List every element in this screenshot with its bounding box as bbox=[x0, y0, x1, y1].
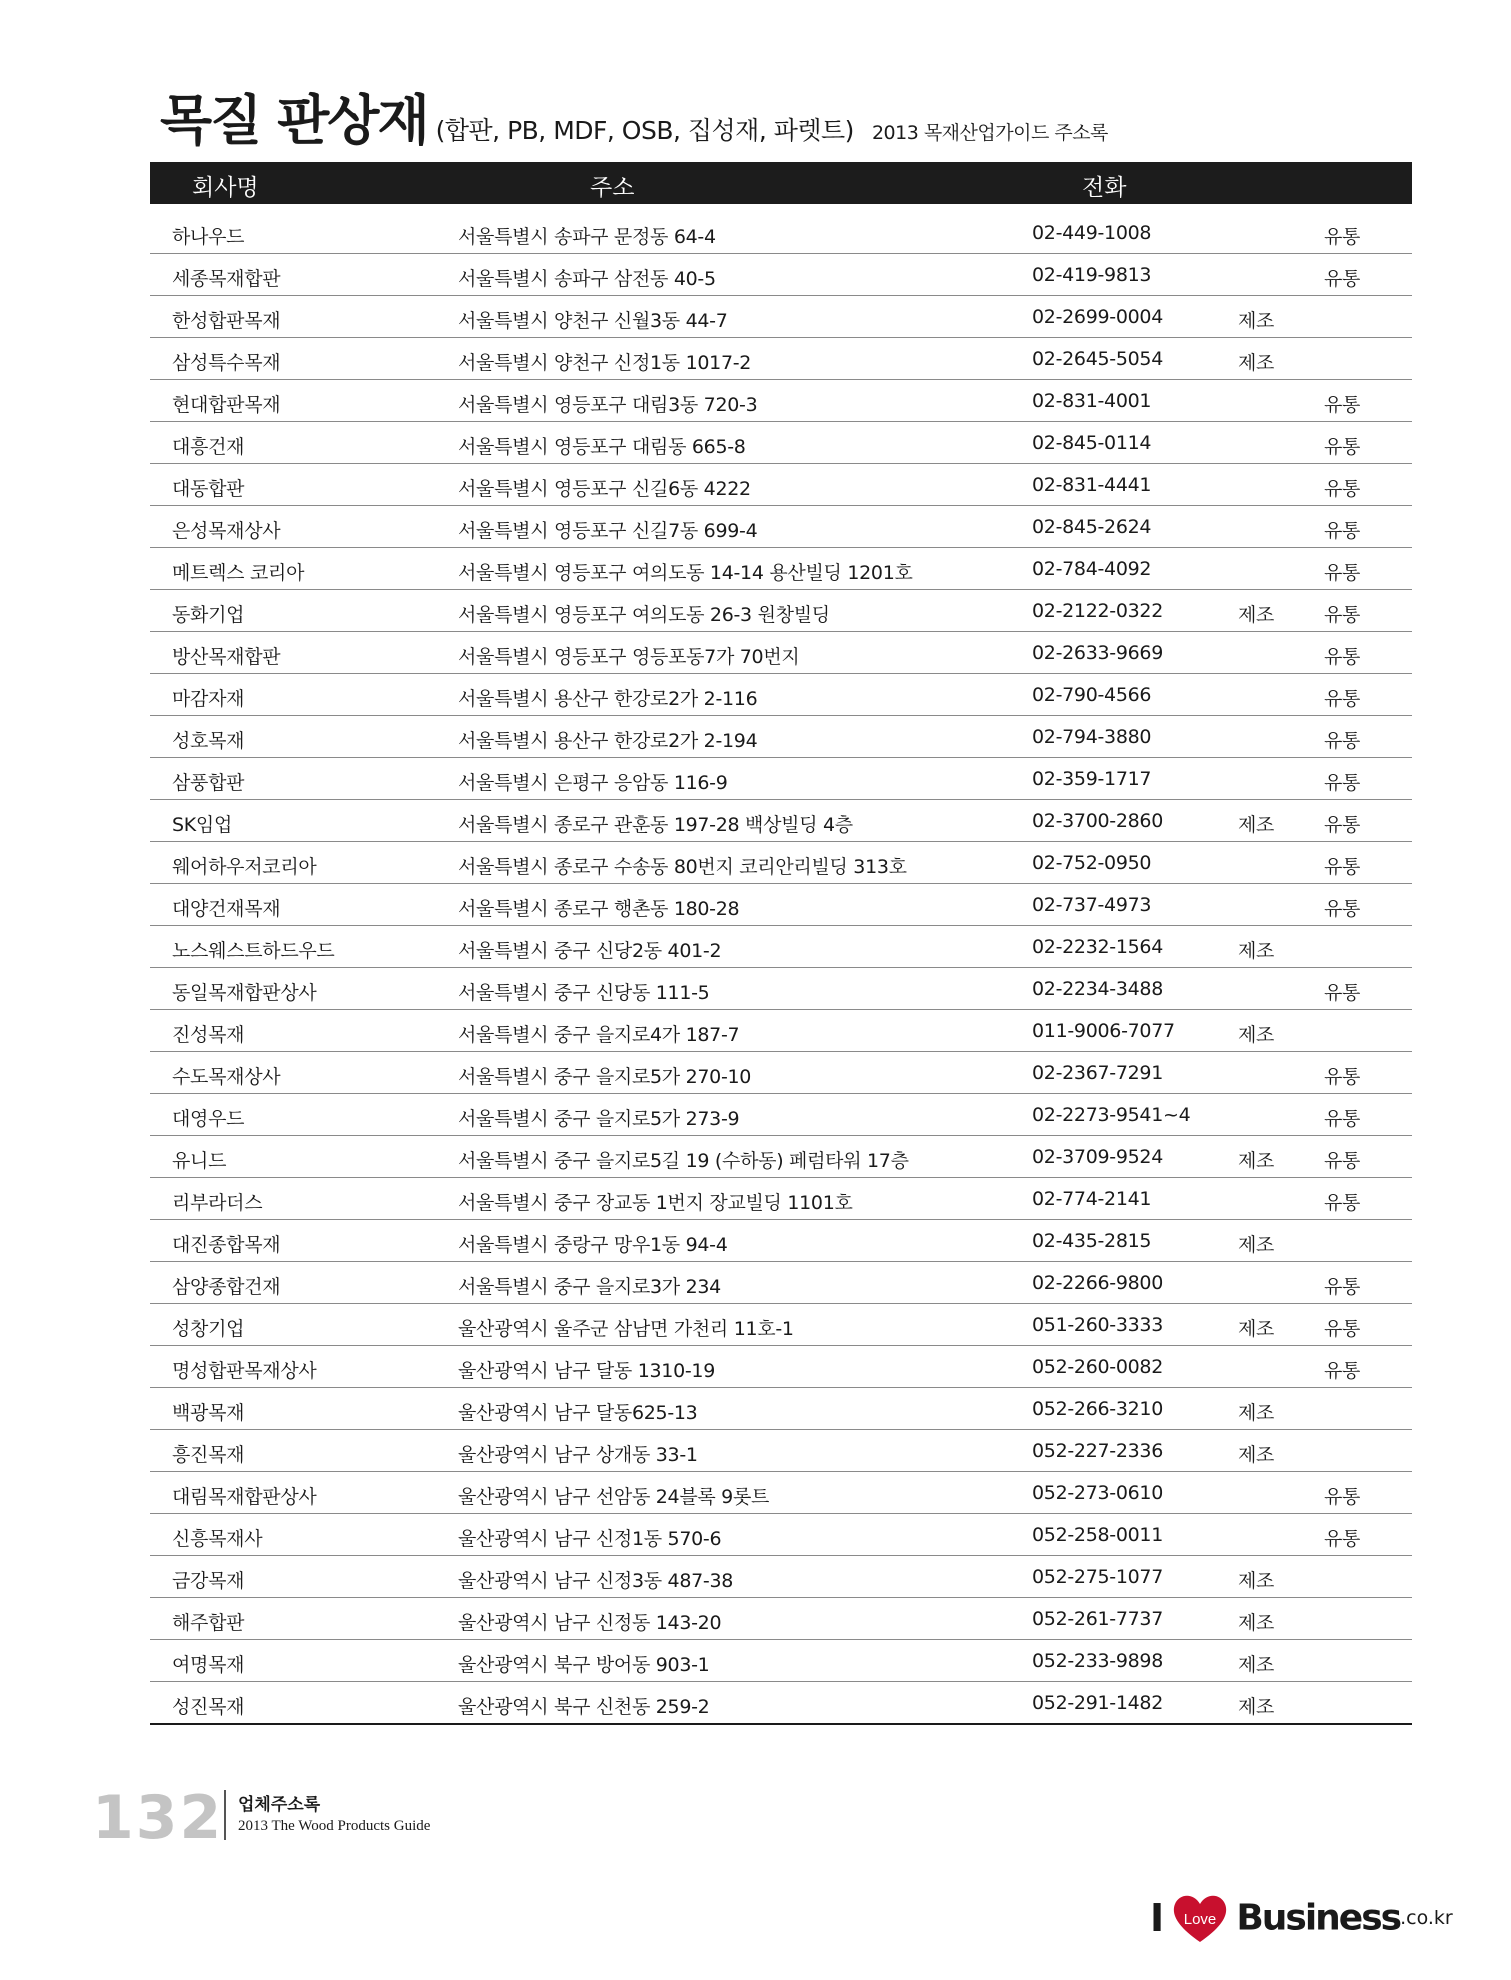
company-phone: 052-266-3210 bbox=[1032, 1398, 1163, 1420]
company-address: 서울특별시 은평구 응암동 116-9 bbox=[458, 772, 728, 794]
table-row bbox=[150, 1094, 1412, 1136]
guide-label: 2013 목재산업가이드 주소록 bbox=[871, 122, 1108, 144]
footer-section-title: 업체주소록 bbox=[238, 1795, 321, 1815]
company-phone: 02-845-2624 bbox=[1032, 516, 1152, 538]
company-address: 서울특별시 중구 을지로5길 19 (수하동) 페럼타워 17층 bbox=[458, 1150, 909, 1172]
company-name: 리부라더스 bbox=[172, 1192, 263, 1214]
manufacturing-tag: 제조 bbox=[1238, 814, 1275, 836]
company-phone: 02-3709-9524 bbox=[1032, 1146, 1163, 1168]
company-address: 서울특별시 용산구 한강로2가 2-116 bbox=[458, 688, 758, 710]
company-phone: 02-831-4001 bbox=[1032, 390, 1152, 412]
distribution-tag: 유통 bbox=[1324, 646, 1361, 668]
company-phone: 051-260-3333 bbox=[1032, 1314, 1163, 1336]
company-name: 해주합판 bbox=[172, 1612, 245, 1634]
distribution-tag: 유통 bbox=[1324, 898, 1361, 920]
distribution-tag: 유통 bbox=[1324, 1360, 1361, 1382]
company-phone: 02-3700-2860 bbox=[1032, 810, 1163, 832]
distribution-tag: 유통 bbox=[1324, 562, 1361, 584]
company-name: 명성합판목재상사 bbox=[172, 1360, 317, 1382]
company-address: 서울특별시 중구 을지로5가 273-9 bbox=[458, 1108, 740, 1130]
brand-logo-business: Business bbox=[1236, 1897, 1401, 1939]
company-phone: 02-2367-7291 bbox=[1032, 1062, 1163, 1084]
manufacturing-tag: 제조 bbox=[1238, 1024, 1275, 1046]
company-name: 동화기업 bbox=[172, 604, 245, 626]
distribution-tag: 유통 bbox=[1324, 1192, 1361, 1214]
company-table bbox=[150, 212, 1412, 1725]
distribution-tag: 유통 bbox=[1324, 814, 1361, 836]
distribution-tag: 유통 bbox=[1324, 1108, 1361, 1130]
company-name: 금강목재 bbox=[172, 1570, 245, 1592]
table-row bbox=[150, 716, 1412, 758]
company-phone: 052-275-1077 bbox=[1032, 1566, 1163, 1588]
table-row bbox=[150, 254, 1412, 296]
company-name: 성창기업 bbox=[172, 1318, 245, 1340]
company-name: 성진목재 bbox=[172, 1696, 245, 1718]
company-phone: 052-258-0011 bbox=[1032, 1524, 1163, 1546]
company-name: 삼양종합건재 bbox=[172, 1276, 281, 1298]
company-name: SK임업 bbox=[172, 814, 233, 836]
company-phone: 052-233-9898 bbox=[1032, 1650, 1163, 1672]
company-name: 백광목재 bbox=[172, 1402, 245, 1424]
manufacturing-tag: 제조 bbox=[1238, 1150, 1275, 1172]
distribution-tag: 유통 bbox=[1324, 982, 1361, 1004]
table-row bbox=[150, 1136, 1412, 1178]
company-address: 울산광역시 남구 선암동 24블록 9롯트 bbox=[458, 1486, 770, 1508]
distribution-tag: 유통 bbox=[1324, 730, 1361, 752]
company-address: 서울특별시 종로구 수송동 80번지 코리안리빌딩 313호 bbox=[458, 856, 907, 878]
heart-love-text: Love bbox=[1183, 1911, 1217, 1928]
distribution-tag: 유통 bbox=[1324, 604, 1361, 626]
company-name: 삼풍합판 bbox=[172, 772, 245, 794]
company-name: 흥진목재 bbox=[172, 1444, 245, 1466]
company-phone: 052-260-0082 bbox=[1032, 1356, 1163, 1378]
company-phone: 052-261-7737 bbox=[1032, 1608, 1163, 1630]
company-address: 서울특별시 송파구 문정동 64-4 bbox=[458, 226, 716, 248]
company-name: 메트렉스 코리아 bbox=[172, 562, 305, 584]
company-phone: 052-273-0610 bbox=[1032, 1482, 1163, 1504]
company-name: 방산목재합판 bbox=[172, 646, 281, 668]
distribution-tag: 유통 bbox=[1324, 1276, 1361, 1298]
company-phone: 02-359-1717 bbox=[1032, 768, 1152, 790]
distribution-tag: 유통 bbox=[1324, 1318, 1361, 1340]
distribution-tag: 유통 bbox=[1324, 1528, 1361, 1550]
company-name: 대진종합목재 bbox=[172, 1234, 281, 1256]
company-name: 한성합판목재 bbox=[172, 310, 281, 332]
table-row bbox=[150, 674, 1412, 716]
company-phone: 02-2273-9541~4 bbox=[1032, 1104, 1191, 1126]
table-row bbox=[150, 1220, 1412, 1262]
company-address: 울산광역시 남구 신정3동 487-38 bbox=[458, 1570, 734, 1592]
company-address: 서울특별시 중구 을지로4가 187-7 bbox=[458, 1024, 740, 1046]
company-address: 서울특별시 영등포구 신길7동 699-4 bbox=[458, 520, 758, 542]
company-address: 서울특별시 영등포구 신길6동 4222 bbox=[458, 478, 751, 500]
company-name: 대양건재목재 bbox=[172, 898, 281, 920]
table-row bbox=[150, 548, 1412, 590]
column-header-address: 주소 bbox=[590, 175, 635, 201]
brand-logo bbox=[1150, 1892, 1453, 1952]
manufacturing-tag: 제조 bbox=[1238, 604, 1275, 626]
distribution-tag: 유통 bbox=[1324, 268, 1361, 290]
distribution-tag: 유통 bbox=[1324, 856, 1361, 878]
table-row bbox=[150, 1514, 1412, 1556]
company-address: 서울특별시 중구 신당2동 401-2 bbox=[458, 940, 722, 962]
distribution-tag: 유통 bbox=[1324, 394, 1361, 416]
footer-guide-title: 2013 The Wood Products Guide bbox=[238, 1818, 431, 1834]
company-name: 대동합판 bbox=[172, 478, 245, 500]
manufacturing-tag: 제조 bbox=[1238, 1570, 1275, 1592]
table-row bbox=[150, 1346, 1412, 1388]
page-header bbox=[160, 78, 1108, 158]
table-row bbox=[150, 1262, 1412, 1304]
company-address: 울산광역시 남구 신정1동 570-6 bbox=[458, 1528, 722, 1550]
table-row bbox=[150, 968, 1412, 1010]
table-row bbox=[150, 1598, 1412, 1640]
table-row bbox=[150, 1388, 1412, 1430]
company-name: 성호목재 bbox=[172, 730, 245, 752]
company-name: 현대합판목재 bbox=[172, 394, 281, 416]
table-row bbox=[150, 1178, 1412, 1220]
distribution-tag: 유통 bbox=[1324, 436, 1361, 458]
company-phone: 02-2232-1564 bbox=[1032, 936, 1163, 958]
company-address: 서울특별시 중구 을지로3가 234 bbox=[458, 1276, 721, 1298]
table-row bbox=[150, 1304, 1412, 1346]
table-row bbox=[150, 296, 1412, 338]
company-address: 서울특별시 양천구 신월3동 44-7 bbox=[458, 310, 728, 332]
company-address: 울산광역시 북구 방어동 903-1 bbox=[458, 1654, 710, 1676]
distribution-tag: 유통 bbox=[1324, 478, 1361, 500]
company-name: 웨어하우저코리아 bbox=[172, 856, 317, 878]
company-phone: 02-774-2141 bbox=[1032, 1188, 1152, 1210]
distribution-tag: 유통 bbox=[1324, 1066, 1361, 1088]
distribution-tag: 유통 bbox=[1324, 772, 1361, 794]
company-phone: 02-752-0950 bbox=[1032, 852, 1152, 874]
company-name: 마감자재 bbox=[172, 688, 245, 710]
company-name: 노스웨스트하드우드 bbox=[172, 940, 335, 962]
company-name: 대림목재합판상사 bbox=[172, 1486, 317, 1508]
company-address: 서울특별시 영등포구 대림3동 720-3 bbox=[458, 394, 758, 416]
table-row bbox=[150, 590, 1412, 632]
table-row bbox=[150, 1010, 1412, 1052]
company-phone: 02-784-4092 bbox=[1032, 558, 1152, 580]
company-name: 수도목재상사 bbox=[172, 1066, 281, 1088]
company-address: 서울특별시 영등포구 영등포동7가 70번지 bbox=[458, 646, 800, 668]
company-phone: 02-2699-0004 bbox=[1032, 306, 1163, 328]
manufacturing-tag: 제조 bbox=[1238, 1402, 1275, 1424]
company-address: 서울특별시 양천구 신정1동 1017-2 bbox=[458, 352, 752, 374]
table-row bbox=[150, 1430, 1412, 1472]
table-row bbox=[150, 800, 1412, 842]
table-row bbox=[150, 1556, 1412, 1598]
manufacturing-tag: 제조 bbox=[1238, 940, 1275, 962]
table-row bbox=[150, 758, 1412, 800]
table-row bbox=[150, 212, 1412, 254]
brand-logo-domain: .co.kr bbox=[1400, 1907, 1453, 1929]
footer-divider bbox=[224, 1790, 226, 1840]
manufacturing-tag: 제조 bbox=[1238, 310, 1275, 332]
table-row bbox=[150, 1052, 1412, 1094]
company-address: 서울특별시 종로구 행촌동 180-28 bbox=[458, 898, 740, 920]
company-name: 유니드 bbox=[172, 1150, 227, 1172]
company-name: 신흥목재사 bbox=[172, 1528, 263, 1550]
distribution-tag: 유통 bbox=[1324, 226, 1361, 248]
company-address: 울산광역시 남구 달동625-13 bbox=[458, 1402, 698, 1424]
table-row bbox=[150, 1640, 1412, 1682]
company-address: 서울특별시 영등포구 여의도동 26-3 원창빌딩 bbox=[458, 604, 830, 626]
company-address: 서울특별시 중구 을지로5가 270-10 bbox=[458, 1066, 752, 1088]
company-name: 은성목재상사 bbox=[172, 520, 281, 542]
table-row bbox=[150, 464, 1412, 506]
company-phone: 02-737-4973 bbox=[1032, 894, 1152, 916]
company-name: 삼성특수목재 bbox=[172, 352, 281, 374]
company-address: 울산광역시 남구 신정동 143-20 bbox=[458, 1612, 722, 1634]
page-subtitle: (합판, PB, MDF, OSB, 집성재, 파렛트) bbox=[435, 116, 854, 145]
table-row bbox=[150, 1472, 1412, 1514]
company-phone: 02-2266-9800 bbox=[1032, 1272, 1163, 1294]
company-name: 세종목재합판 bbox=[172, 268, 281, 290]
distribution-tag: 유통 bbox=[1324, 1486, 1361, 1508]
table-row bbox=[150, 422, 1412, 464]
page-title: 목질 판상재 bbox=[160, 89, 428, 152]
table-row bbox=[150, 842, 1412, 884]
manufacturing-tag: 제조 bbox=[1238, 1696, 1275, 1718]
company-address: 울산광역시 울주군 삼남면 가천리 11호-1 bbox=[458, 1318, 794, 1340]
distribution-tag: 유통 bbox=[1324, 1150, 1361, 1172]
table-row bbox=[150, 380, 1412, 422]
manufacturing-tag: 제조 bbox=[1238, 1612, 1275, 1634]
company-phone: 02-2234-3488 bbox=[1032, 978, 1163, 1000]
table-row bbox=[150, 884, 1412, 926]
company-name: 동일목재합판상사 bbox=[172, 982, 317, 1004]
company-name: 대영우드 bbox=[172, 1108, 245, 1130]
company-address: 서울특별시 중구 장교동 1번지 장교빌딩 1101호 bbox=[458, 1192, 853, 1214]
column-header-company: 회사명 bbox=[192, 175, 259, 201]
manufacturing-tag: 제조 bbox=[1238, 352, 1275, 374]
page-number: 132 bbox=[92, 1783, 224, 1853]
company-phone: 02-2122-0322 bbox=[1032, 600, 1163, 622]
company-address: 울산광역시 남구 상개동 33-1 bbox=[458, 1444, 698, 1466]
brand-logo-i: I bbox=[1150, 1896, 1165, 1940]
table-row bbox=[150, 506, 1412, 548]
company-name: 대흥건재 bbox=[172, 436, 245, 458]
company-phone: 052-291-1482 bbox=[1032, 1692, 1163, 1714]
company-address: 서울특별시 영등포구 대림동 665-8 bbox=[458, 436, 746, 458]
company-name: 진성목재 bbox=[172, 1024, 245, 1046]
company-phone: 02-435-2815 bbox=[1032, 1230, 1152, 1252]
company-phone: 02-831-4441 bbox=[1032, 474, 1152, 496]
company-address: 서울특별시 영등포구 여의도동 14-14 용산빌딩 1201호 bbox=[458, 562, 913, 584]
company-address: 서울특별시 중랑구 망우1동 94-4 bbox=[458, 1234, 728, 1256]
column-header-phone: 전화 bbox=[1082, 175, 1127, 201]
company-name: 여명목재 bbox=[172, 1654, 245, 1676]
company-phone: 02-794-3880 bbox=[1032, 726, 1152, 748]
company-address: 울산광역시 남구 달동 1310-19 bbox=[458, 1360, 715, 1382]
manufacturing-tag: 제조 bbox=[1238, 1654, 1275, 1676]
company-phone: 02-449-1008 bbox=[1032, 222, 1152, 244]
table-row bbox=[150, 1682, 1412, 1725]
table-row bbox=[150, 632, 1412, 674]
company-name: 하나우드 bbox=[172, 226, 245, 248]
company-address: 서울특별시 중구 신당동 111-5 bbox=[458, 982, 710, 1004]
manufacturing-tag: 제조 bbox=[1238, 1444, 1275, 1466]
company-phone: 02-790-4566 bbox=[1032, 684, 1152, 706]
distribution-tag: 유통 bbox=[1324, 688, 1361, 710]
distribution-tag: 유통 bbox=[1324, 520, 1361, 542]
table-row bbox=[150, 338, 1412, 380]
company-phone: 011-9006-7077 bbox=[1032, 1020, 1175, 1042]
manufacturing-tag: 제조 bbox=[1238, 1234, 1275, 1256]
company-phone: 02-2645-5054 bbox=[1032, 348, 1163, 370]
table-header bbox=[150, 162, 1412, 204]
company-address: 서울특별시 종로구 관훈동 197-28 백상빌딩 4층 bbox=[458, 814, 853, 836]
company-address: 서울특별시 송파구 삼전동 40-5 bbox=[458, 268, 716, 290]
company-phone: 02-419-9813 bbox=[1032, 264, 1152, 286]
company-phone: 02-845-0114 bbox=[1032, 432, 1152, 454]
company-phone: 02-2633-9669 bbox=[1032, 642, 1163, 664]
table-row bbox=[150, 926, 1412, 968]
company-address: 서울특별시 용산구 한강로2가 2-194 bbox=[458, 730, 758, 752]
company-address: 울산광역시 북구 신천동 259-2 bbox=[458, 1696, 710, 1718]
heart-icon bbox=[1171, 1892, 1229, 1944]
manufacturing-tag: 제조 bbox=[1238, 1318, 1275, 1340]
company-phone: 052-227-2336 bbox=[1032, 1440, 1163, 1462]
